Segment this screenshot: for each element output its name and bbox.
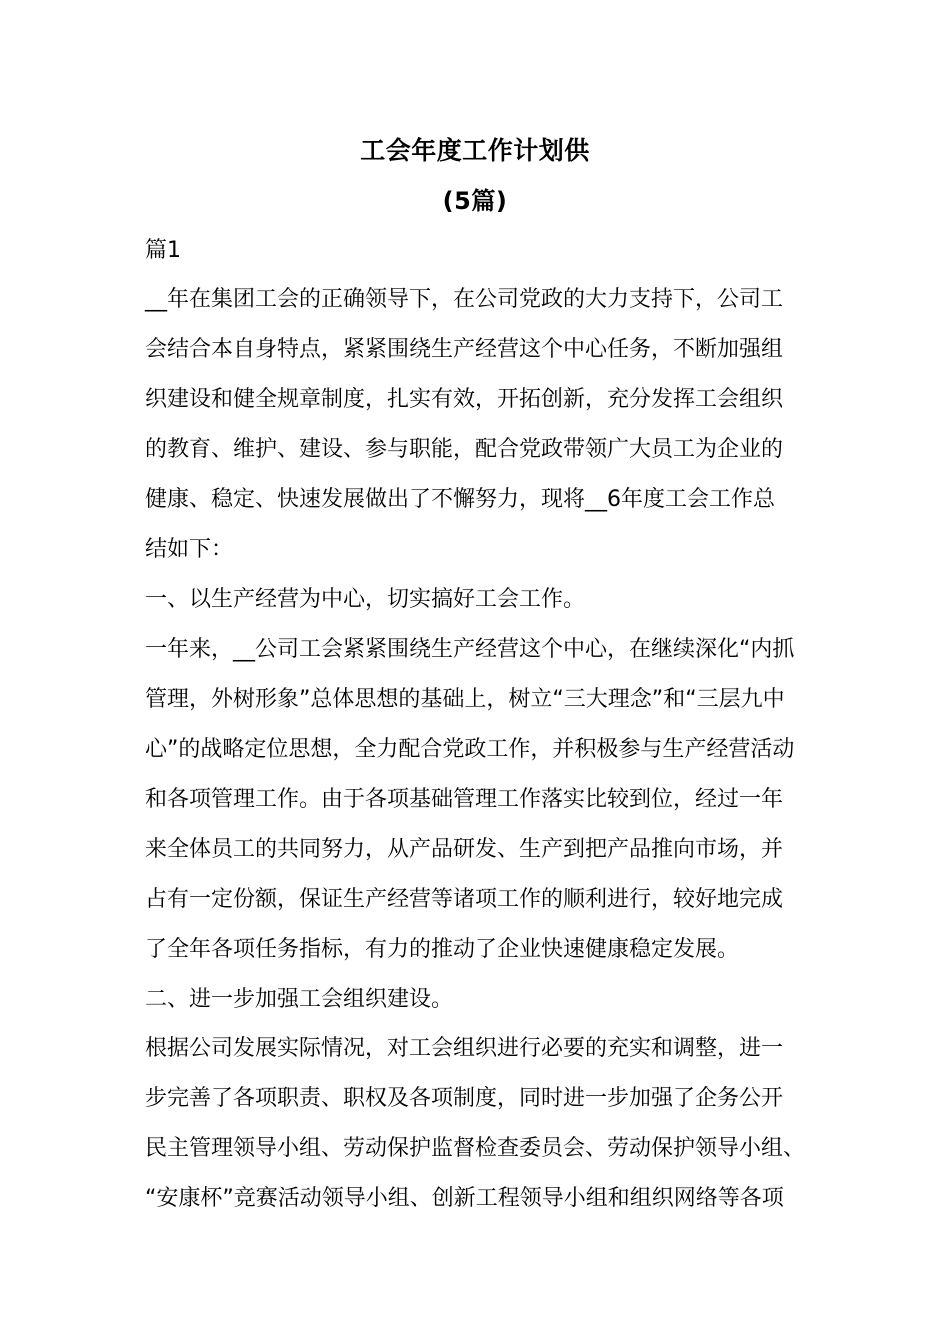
section-label: 篇1 bbox=[145, 238, 181, 263]
section-heading: 一、以生产经营为中心，切实搞好工会工作。 bbox=[145, 587, 586, 612]
paragraph-line: 织建设和健全规章制度，扎实有效，开拓创新，充分发挥工会组织 bbox=[145, 387, 784, 412]
document-subtitle: (5篇) bbox=[442, 187, 508, 215]
paragraph-line: 心”的战略定位思想，全力配合党政工作，并积极参与生产经营活动 bbox=[145, 737, 795, 762]
paragraph-line: 一年来，__公司工会紧紧围绕生产经营这个中心，在继续深化“内抓 bbox=[145, 637, 795, 662]
paragraph-line: 会结合本自身特点，紧紧围绕生产经营这个中心任务，不断加强组 bbox=[145, 337, 784, 362]
paragraph-line: 结如下： bbox=[145, 537, 234, 562]
paragraph-line: 的教育、维护、建设、参与职能，配合党政带领广大员工为企业的 bbox=[145, 437, 784, 462]
paragraph-line: 根据公司发展实际情况，对工会组织进行必要的充实和调整，进一 bbox=[145, 1036, 784, 1061]
paragraph-line: 来全体员工的共同努力，从产品研发、生产到把产品推向市场，并 bbox=[145, 837, 784, 862]
paragraph-line: 民主管理领导小组、劳动保护监督检查委员会、劳动保护领导小组、 bbox=[145, 1136, 806, 1161]
paragraph-line: __年在集团工会的正确领导下，在公司党政的大力支持下，公司工 bbox=[145, 287, 784, 312]
paragraph-line: 健康、稳定、快速发展做出了不懈努力，现将__6年度工会工作总 bbox=[145, 487, 775, 512]
paragraph-line: 占有一定份额，保证生产经营等诸项工作的顺利进行，较好地完成 bbox=[145, 887, 784, 912]
paragraph-line: 步完善了各项职责、职权及各项制度，同时进一步加强了企务公开 bbox=[145, 1086, 784, 1111]
paragraph-line: 管理，外树形象”总体思想的基础上，树立“三大理念”和“三层九中 bbox=[145, 687, 785, 712]
document-title: 工会年度工作计划供 bbox=[360, 136, 590, 165]
paragraph-line: 和各项管理工作。由于各项基础管理工作落实比较到位，经过一年 bbox=[145, 787, 784, 812]
paragraph-line: “安康杯”竞赛活动领导小组、创新工程领导小组和组织网络等各项 bbox=[145, 1186, 784, 1211]
section-heading: 二、进一步加强工会组织建设。 bbox=[145, 987, 454, 1012]
paragraph-line: 了全年各项任务指标，有力的推动了企业快速健康稳定发展。 bbox=[145, 937, 740, 962]
